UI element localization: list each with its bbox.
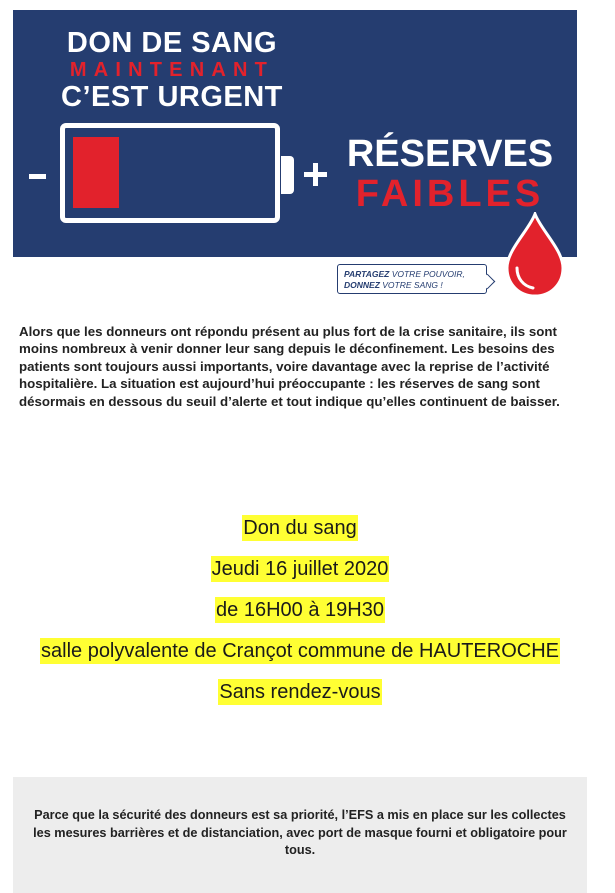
reserves-text: RÉSERVES [346,133,554,175]
intro-paragraph: Alors que les donneurs ont répondu présent au plus fort de la crise sanitaire, ils sont moins nombreux à venir donner leur sang depuis le déconfinement. Les besoins des patients sont toujours aussi importants, voire davantage avec la reprise de l’activité hospitalière. La situation est aujourd’hui préoccupante : les réserves de sang sont désormais en dessous du seuil d’alerte et tout indique qu’elles continuent de baisser. [19,324,560,409]
event-title: Don du sang [243,517,357,539]
share-speech-bubble [337,264,487,294]
plus-icon [304,172,327,177]
headline-line-3: C’EST URGENT [61,81,283,113]
share-rest-1: VOTRE POUVOIR, [389,269,465,279]
share-rest-2: VOTRE SANG ! [379,280,443,290]
banner-headline [61,27,283,113]
campaign-banner [13,10,577,257]
event-time: de 16H00 à 19H30 [216,599,384,621]
faibles-text: FAIBLES [355,173,545,215]
safety-notice-text: Parce que la sécurité des donneurs est sa priorité, l’EFS a mis en place sur les collectes les mesures barrières et de distanciation, avec port de masque fourni et obligatoire pour tous. [33,808,567,857]
battery-terminal-icon [281,156,294,194]
share-bold-1: PARTAGEZ [344,269,390,279]
minus-icon [29,174,46,179]
event-date: Jeudi 16 juillet 2020 [211,558,389,580]
reserves-label [341,134,559,214]
headline-line-1: DON DE SANG [66,27,278,59]
share-bold-2: DONNEZ [344,280,380,290]
safety-notice [13,777,587,893]
headline-line-2: MAINTENANT [69,59,275,81]
blood-drop-icon [503,212,567,298]
battery-low-charge [73,137,119,208]
event-place: salle polyvalente de Crançot commune de HAUTEROCHE [41,640,559,662]
event-appointment: Sans rendez-vous [219,681,381,703]
event-details [0,508,600,713]
